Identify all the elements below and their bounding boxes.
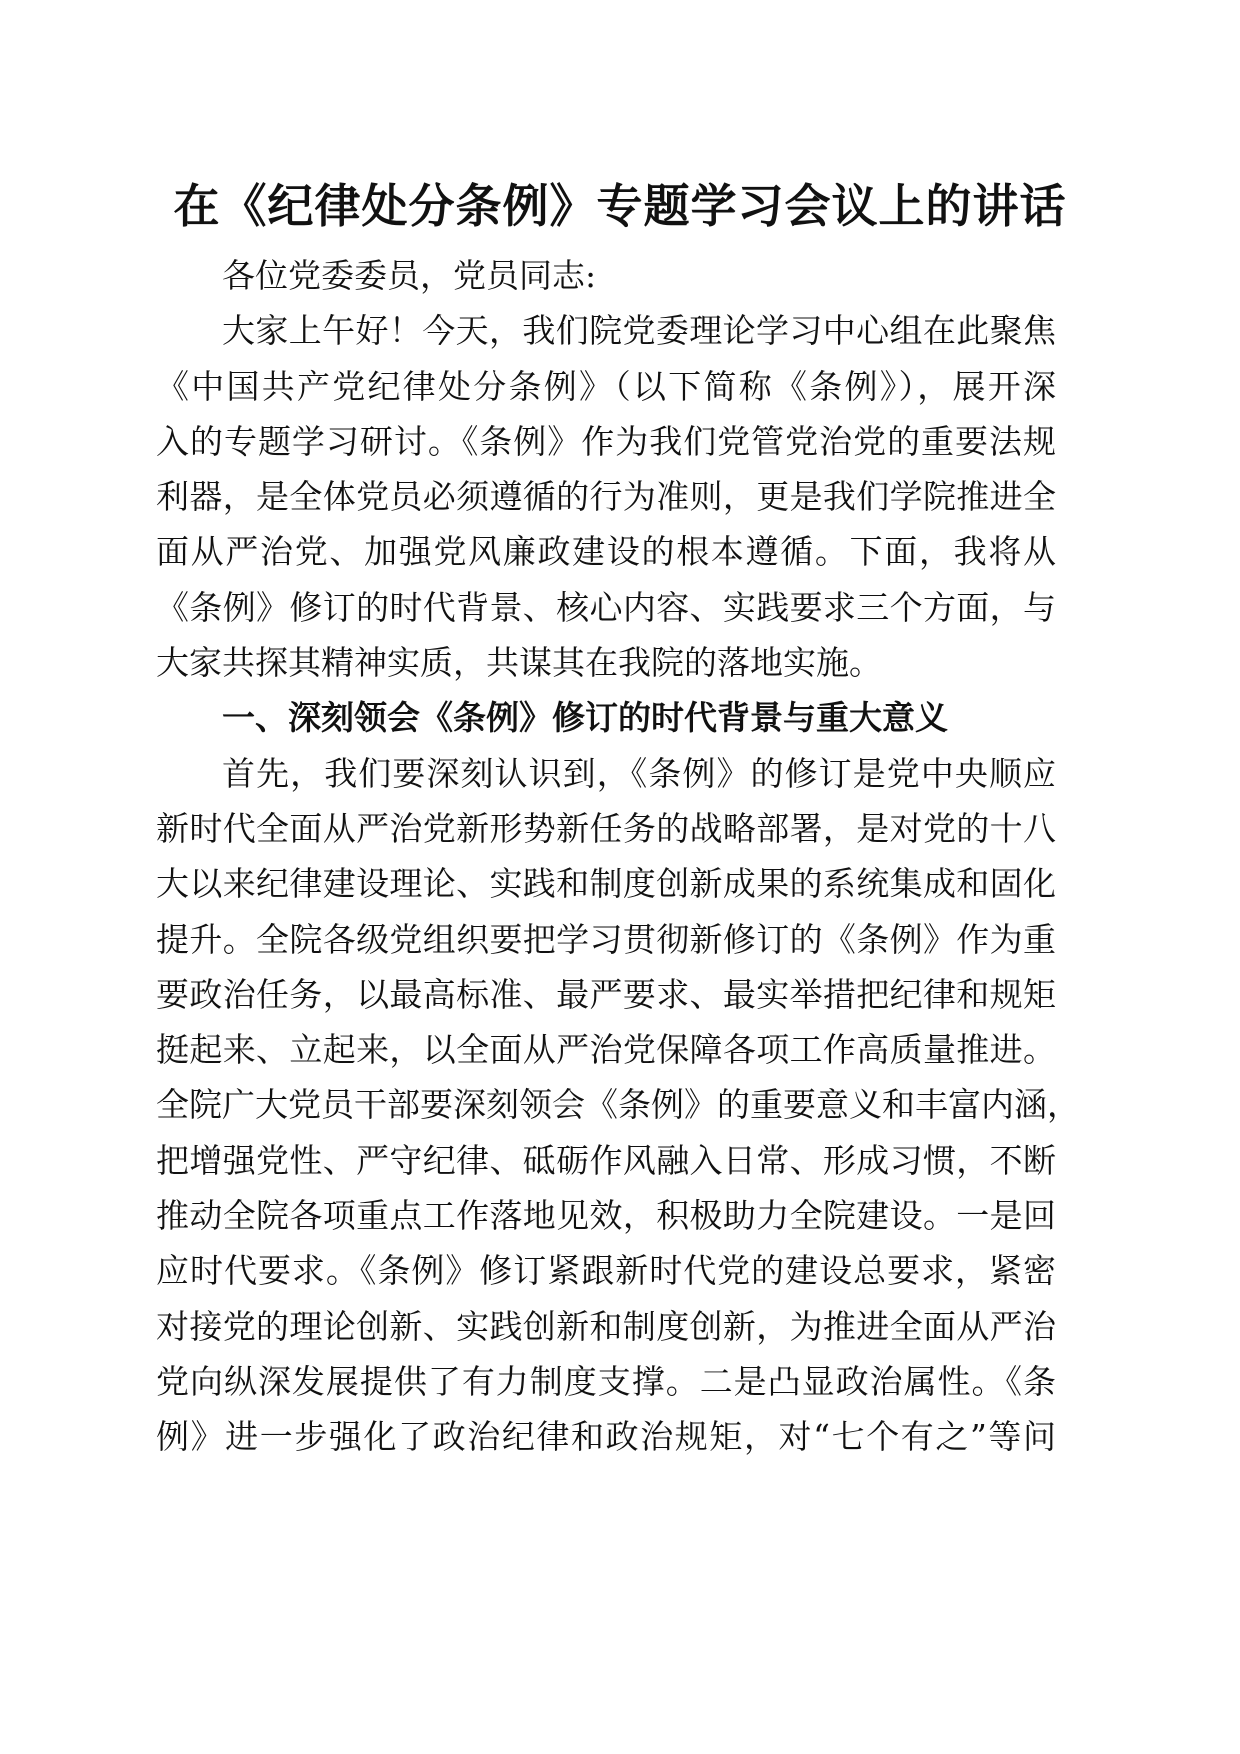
paragraph-line: 大家共探其精神实质，共谋其在我院的落地实施。 [156, 643, 882, 683]
paragraph-line: 对接党的理论创新、实践创新和制度创新，为推进全面从严治 [156, 1306, 1056, 1346]
paragraph-line: 应时代要求。《条例》修订紧跟新时代党的建设总要求，紧密 [156, 1251, 1056, 1291]
paragraph-line: 面从严治党、加强党风廉政建设的根本遵循。下面，我将从 [156, 532, 1056, 572]
paragraph-line: 挺起来、立起来，以全面从严治党保障各项工作高质量推进。 [156, 1030, 1056, 1070]
paragraph-line: 例》进一步强化了政治纪律和政治规矩，对“七个有之”等问 [156, 1417, 1056, 1457]
paragraph-line: 新时代全面从严治党新形势新任务的战略部署，是对党的十八 [156, 808, 1056, 848]
paragraph-line: 《条例》修订的时代背景、核心内容、实践要求三个方面，与 [156, 587, 1056, 627]
section-heading: 一、深刻领会《条例》修订的时代背景与重大意义 [222, 698, 948, 738]
paragraph-line: 入的专题学习研讨。《条例》作为我们党管党治党的重要法规 [156, 421, 1056, 461]
paragraph-line: 大家上午好！今天，我们院党委理论学习中心组在此聚焦 [222, 311, 1056, 351]
paragraph-line: 全院广大党员干部要深刻领会《条例》的重要意义和丰富内涵， [156, 1085, 1080, 1125]
paragraph-line: 党向纵深发展提供了有力制度支撑。二是凸显政治属性。《条 [156, 1361, 1056, 1401]
document-title: 在《纪律处分条例》专题学习会议上的讲话 [173, 179, 1067, 233]
document-body [156, 248, 1080, 1465]
paragraph-line: 把增强党性、严守纪律、砥砺作风融入日常、形成习惯，不断 [156, 1140, 1056, 1180]
paragraph-line: 大以来纪律建设理论、实践和制度创新成果的系统集成和固化 [156, 864, 1056, 904]
paragraph-line: 推动全院各项重点工作落地见效，积极助力全院建设。一是回 [156, 1196, 1056, 1236]
paragraph-line: 《中国共产党纪律处分条例》（以下简称《条例》），展开深 [156, 366, 1056, 406]
paragraph-line: 首先，我们要深刻认识到，《条例》的修订是党中央顺应 [222, 753, 1056, 793]
salutation: 各位党委委员，党员同志: [222, 256, 597, 295]
paragraph-line: 利器，是全体党员必须遵循的行为准则，更是我们学院推进全 [156, 477, 1056, 517]
paragraph-line: 要政治任务，以最高标准、最严要求、最实举措把纪律和规矩 [156, 974, 1056, 1014]
paragraph-line: 提升。全院各级党组织要把学习贯彻新修订的《条例》作为重 [156, 919, 1056, 959]
